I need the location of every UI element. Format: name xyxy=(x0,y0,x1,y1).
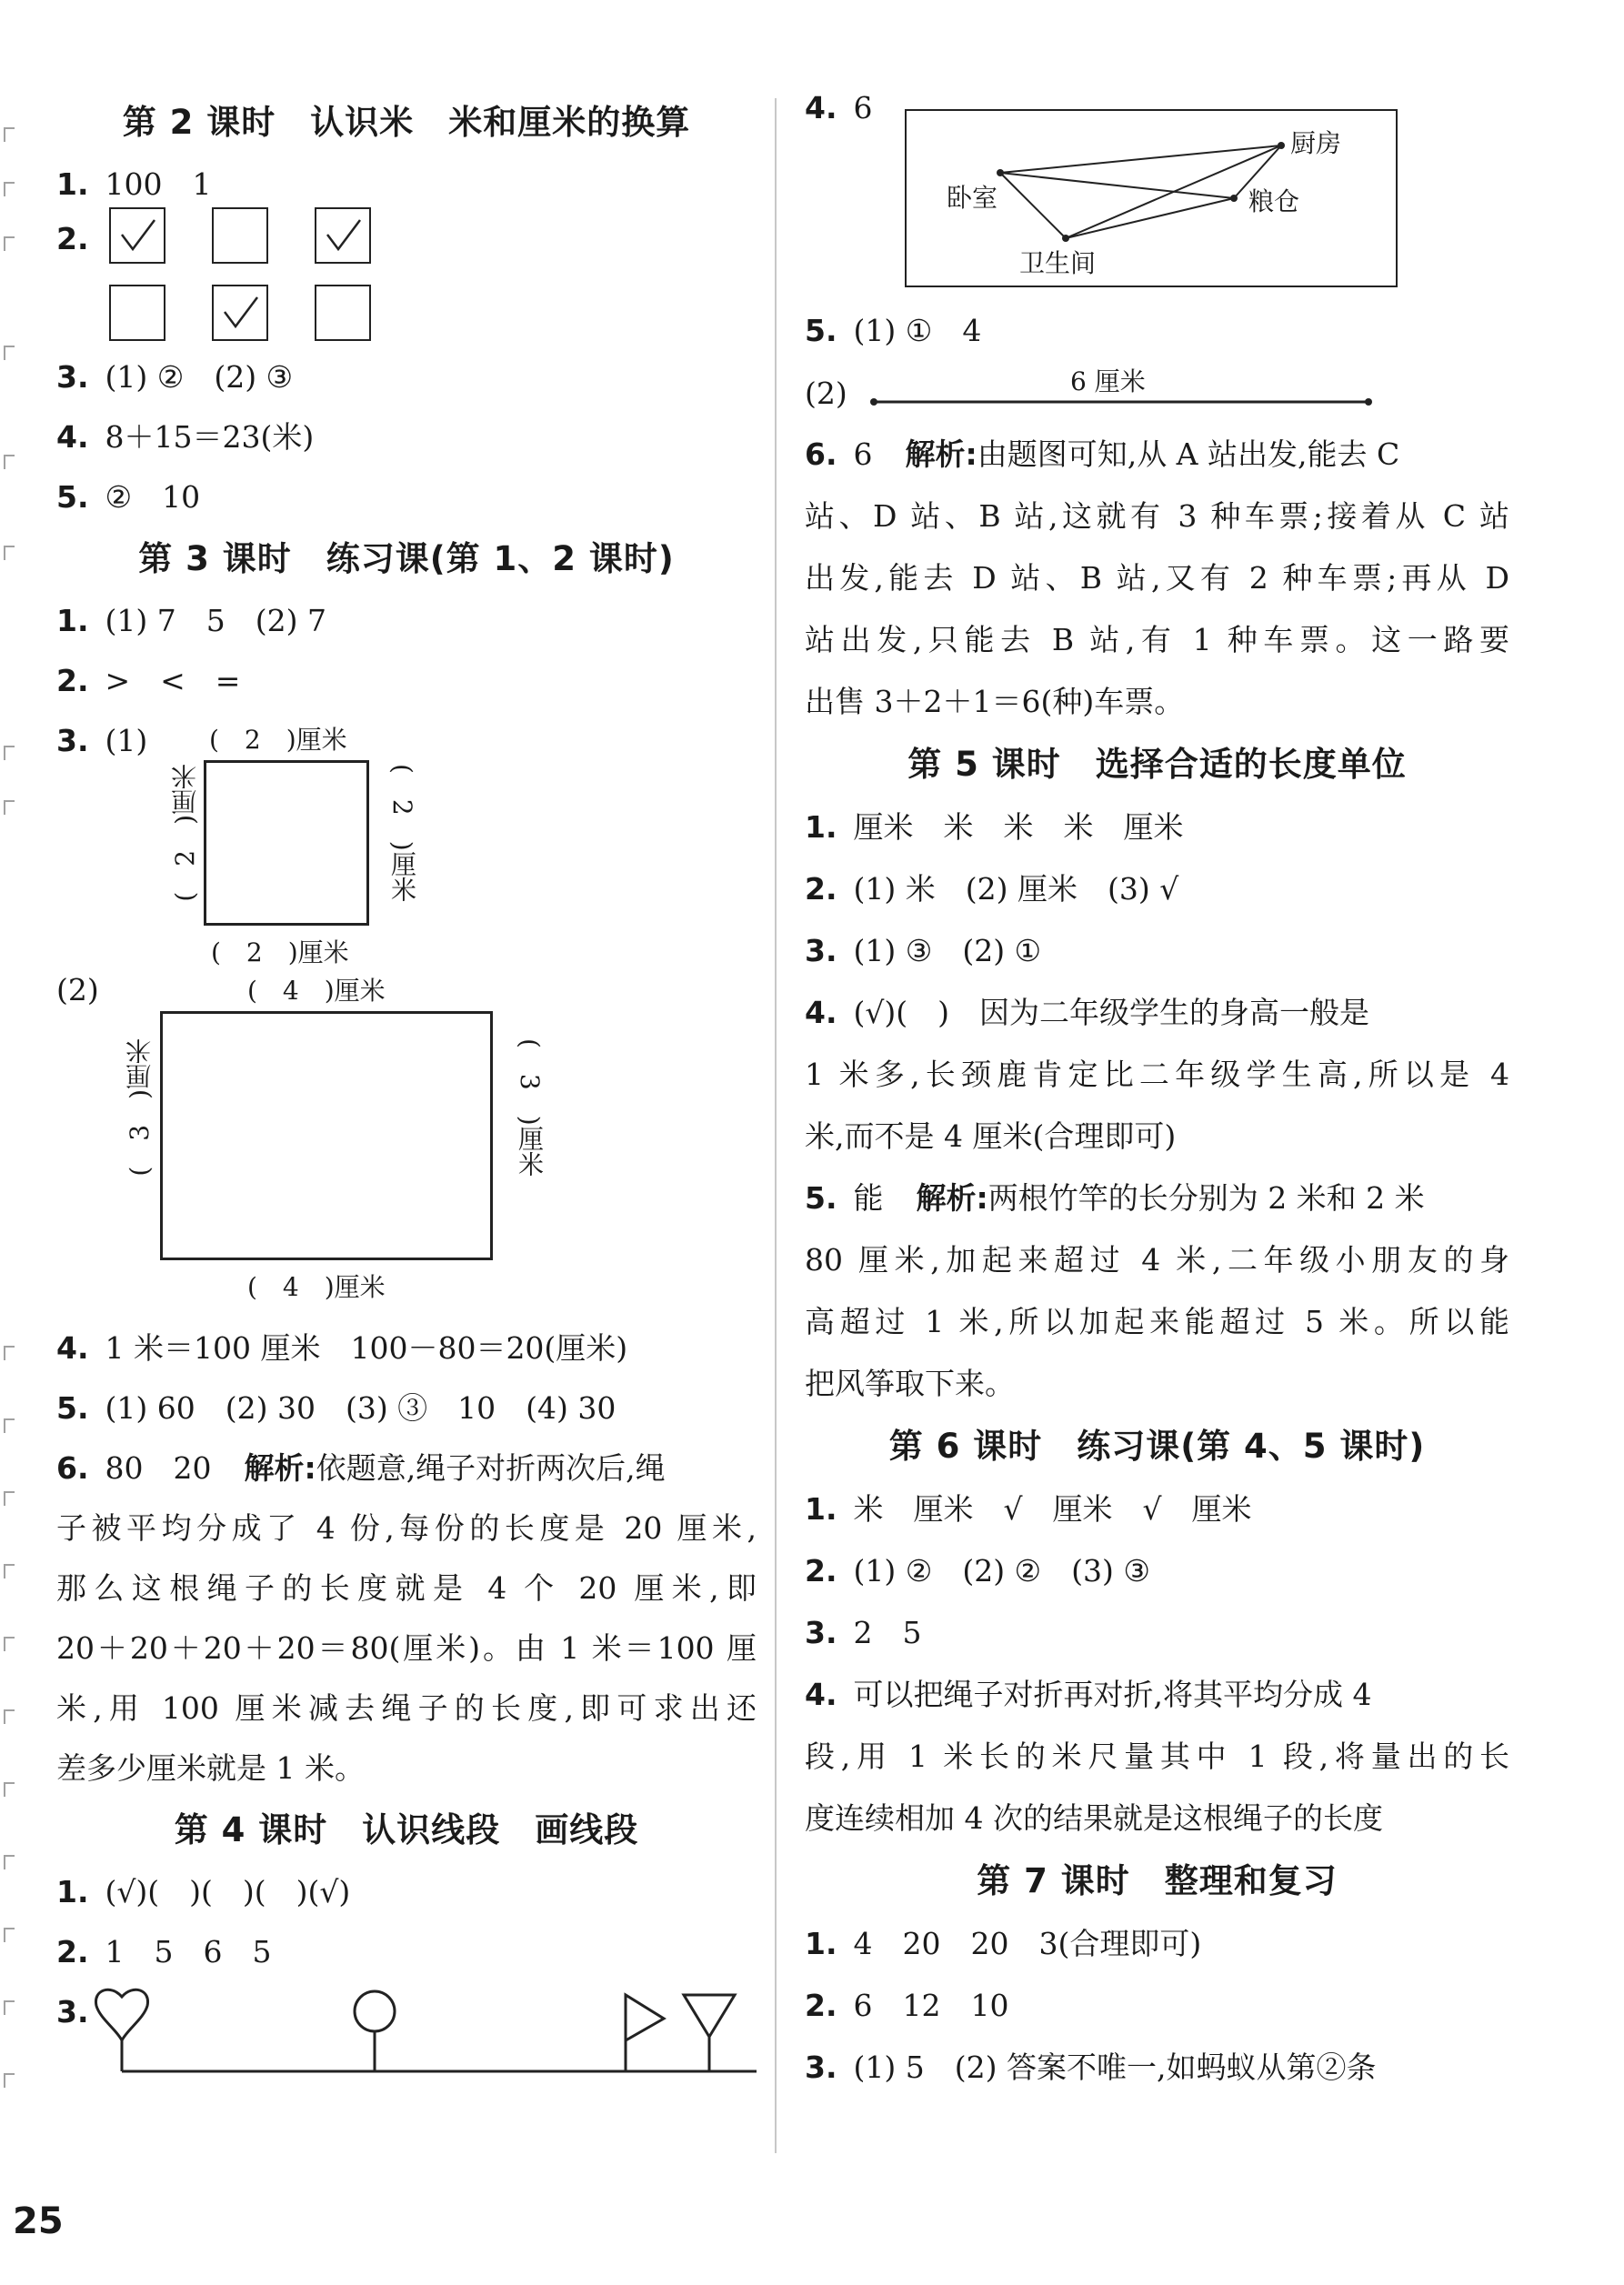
answer-line: 段,用 1 米长的米尺量其中 1 段,将量出的长 xyxy=(805,1739,1509,1774)
analysis-line: 子被平均分成了 4 份,每份的长度是 20 厘米, xyxy=(56,1510,757,1546)
answer-4-6: 6. 6 解析:由题图可知,从 A 站出发,能去 C xyxy=(805,436,1400,472)
answer-3-1: 1. (1) 7 5 (2) 7 xyxy=(56,603,326,638)
square-right-label: ( 2 )厘米 xyxy=(387,764,417,902)
answer-3-3: 3. (1) ( 2 )厘米 ( 2 )厘米 ( 2 )厘米 ( 2 )厘米 (2) ( 4 )厘米 ( 3 )厘米 ( 3 )厘米 xyxy=(56,711,757,1275)
answer-7-3: 3. (1) 5 (2) 答案不唯一,如蚂蚁从第②条 xyxy=(805,2049,1377,2085)
map-kitchen-label: 厨房 xyxy=(1290,128,1342,158)
answer-line: 1 米多,长颈鹿肯定比二年级学生高,所以是 4 xyxy=(805,1057,1509,1092)
answer-3-6: 6. 80 20 解析:依题意,绳子对折两次后,绳 xyxy=(56,1450,666,1486)
part-2-label: (2) xyxy=(56,972,99,1007)
answer-4-4: 4. 6 厨房 卧室 粮仓 卫生间 xyxy=(805,91,1509,298)
rect-top-label: ( 4 )厘米 xyxy=(247,976,386,1006)
line-segment-figure xyxy=(805,364,1387,424)
section-title-lesson-6: 第 6 课时 练习课(第 4、5 课时) xyxy=(888,1427,1426,1466)
analysis-line: 20＋20＋20＋20＝80(厘米)。由 1 米＝100 厘 xyxy=(56,1630,757,1666)
analysis-line: 那么这根绳子的长度就是 4 个 20 厘米,即 xyxy=(56,1570,757,1606)
triangle-down-icon xyxy=(684,1995,735,2037)
section-title-lesson-2: 第 2 课时 认识米 米和厘米的换算 xyxy=(122,103,691,142)
analysis-line: 差多少厘米就是 1 米。 xyxy=(56,1750,365,1786)
right-column xyxy=(805,91,1509,2099)
answer-3-2: 2. > < = xyxy=(56,663,241,698)
section-title-lesson-4: 第 4 课时 认识线段 画线段 xyxy=(174,1810,639,1849)
answer-4-1: 1. (√)( )( )( )(√) xyxy=(56,1874,351,1909)
answer-5-1: 1. 厘米 米 米 米 厘米 xyxy=(805,809,1184,845)
rect-bottom-label: ( 4 )厘米 xyxy=(247,1272,386,1302)
square-top-label: ( 2 )厘米 xyxy=(209,725,347,755)
answer-4-5-part2: (2) 6 厘米 xyxy=(805,364,1509,424)
answer-4-2: 2. 1 5 6 5 xyxy=(56,1934,272,1969)
map-granary-label: 粮仓 xyxy=(1248,186,1300,216)
checkbox-empty xyxy=(315,285,371,341)
heart-icon xyxy=(95,1989,147,2040)
check-icon xyxy=(324,215,364,255)
answer-5-3: 3. (1) ③ (2) ① xyxy=(805,933,1042,968)
binding-margin-marks xyxy=(4,109,15,2146)
answer-7-1: 1. 4 20 20 3(合理即可) xyxy=(805,1926,1202,1961)
answer-2-4: 4. 8＋15＝23(米) xyxy=(56,419,315,455)
section-title-lesson-7: 第 7 课时 整理和复习 xyxy=(977,1861,1338,1900)
analysis-line: 高超过 1 米,所以加起来能超过 5 米。所以能 xyxy=(805,1304,1509,1339)
answer-6-1: 1. 米 厘米 √ 厘米 √ 厘米 xyxy=(805,1491,1252,1527)
answer-4-3: 3. xyxy=(56,1982,757,2082)
answer-4-5: 5. (1) ① 4 xyxy=(805,313,982,348)
answer-2-1: 1. 100 1 xyxy=(56,166,212,202)
map-bedroom-label: 卧室 xyxy=(947,183,998,213)
map-bathroom-label: 卫生间 xyxy=(1019,248,1097,278)
answer-5-4: 4. (√)( ) 因为二年级学生的身高一般是 xyxy=(805,995,1370,1030)
checkbox-checked xyxy=(212,285,268,341)
answer-6-3: 3. 2 5 xyxy=(805,1615,922,1650)
answer-2-2: 2. xyxy=(56,215,757,335)
answer-5-2: 2. (1) 米 (2) 厘米 (3) √ xyxy=(805,871,1179,907)
analysis-line: 出售 3＋2＋1＝6(种)车票。 xyxy=(805,684,1185,719)
route-map-frame xyxy=(905,109,1398,287)
checkbox-checked xyxy=(109,207,165,264)
analysis-line: 出发,能去 D 站、B 站,又有 2 种车票;再从 D xyxy=(805,560,1509,596)
answer-6-4: 4. 可以把绳子对折再对折,将其平均分成 4 xyxy=(805,1677,1372,1712)
checkbox-empty xyxy=(109,285,165,341)
section-title-lesson-5: 第 5 课时 选择合适的长度单位 xyxy=(907,745,1407,784)
triangle-right-icon xyxy=(626,1995,664,2040)
answer-5-5: 5. 能 解析:两根竹竿的长分别为 2 米和 2 米 xyxy=(805,1180,1425,1216)
analysis-line: 站、D 站、B 站,这就有 3 种车票;接着从 C 站 xyxy=(805,498,1509,534)
answer-line: 度连续相加 4 次的结果就是这根绳子的长度 xyxy=(805,1800,1383,1836)
answer-2-3: 3. (1) ② (2) ③ xyxy=(56,359,294,395)
left-column xyxy=(56,91,757,2082)
check-icon xyxy=(221,292,261,332)
analysis-line: 站出发,只能去 B 站,有 1 种车票。这一路要 xyxy=(805,622,1509,657)
rect-right-label: ( 3 )厘米 xyxy=(515,1038,545,1177)
square-left-label: ( 2 )厘米 xyxy=(170,764,200,902)
answer-3-5: 5. (1) 60 (2) 30 (3) ③ 10 (4) 30 xyxy=(56,1390,617,1426)
rectangle-figure xyxy=(160,1011,493,1260)
answer-7-2: 2. 6 12 10 xyxy=(805,1988,1009,2023)
page-number: 25 xyxy=(13,2200,64,2242)
segment-label: 6 厘米 xyxy=(1070,366,1146,396)
checkbox-empty xyxy=(212,207,268,264)
square-figure xyxy=(204,760,369,926)
shapes-on-line-figure xyxy=(56,1982,757,2082)
answer-line: 米,而不是 4 厘米(合理即可) xyxy=(805,1118,1177,1154)
analysis-line: 把风筝取下来。 xyxy=(805,1366,1015,1401)
column-divider xyxy=(775,98,777,2153)
check-icon xyxy=(118,215,158,255)
rect-left-label: ( 3 )厘米 xyxy=(125,1038,155,1177)
square-bottom-label: ( 2 )厘米 xyxy=(211,937,349,967)
circle-icon xyxy=(355,1991,395,2031)
checkbox-checked xyxy=(315,207,371,264)
section-title-lesson-3: 第 3 课时 练习课(第 1、2 课时) xyxy=(138,539,675,578)
answer-6-2: 2. (1) ② (2) ② (3) ③ xyxy=(805,1553,1150,1588)
answer-3-4: 4. 1 米＝100 厘米 100－80＝20(厘米) xyxy=(56,1330,628,1366)
answer-2-5: 5. ② 10 xyxy=(56,479,201,515)
analysis-line: 米,用 100 厘米减去绳子的长度,即可求出还 xyxy=(56,1690,757,1726)
analysis-line: 80 厘米,加起来超过 4 米,二年级小朋友的身 xyxy=(805,1242,1509,1278)
